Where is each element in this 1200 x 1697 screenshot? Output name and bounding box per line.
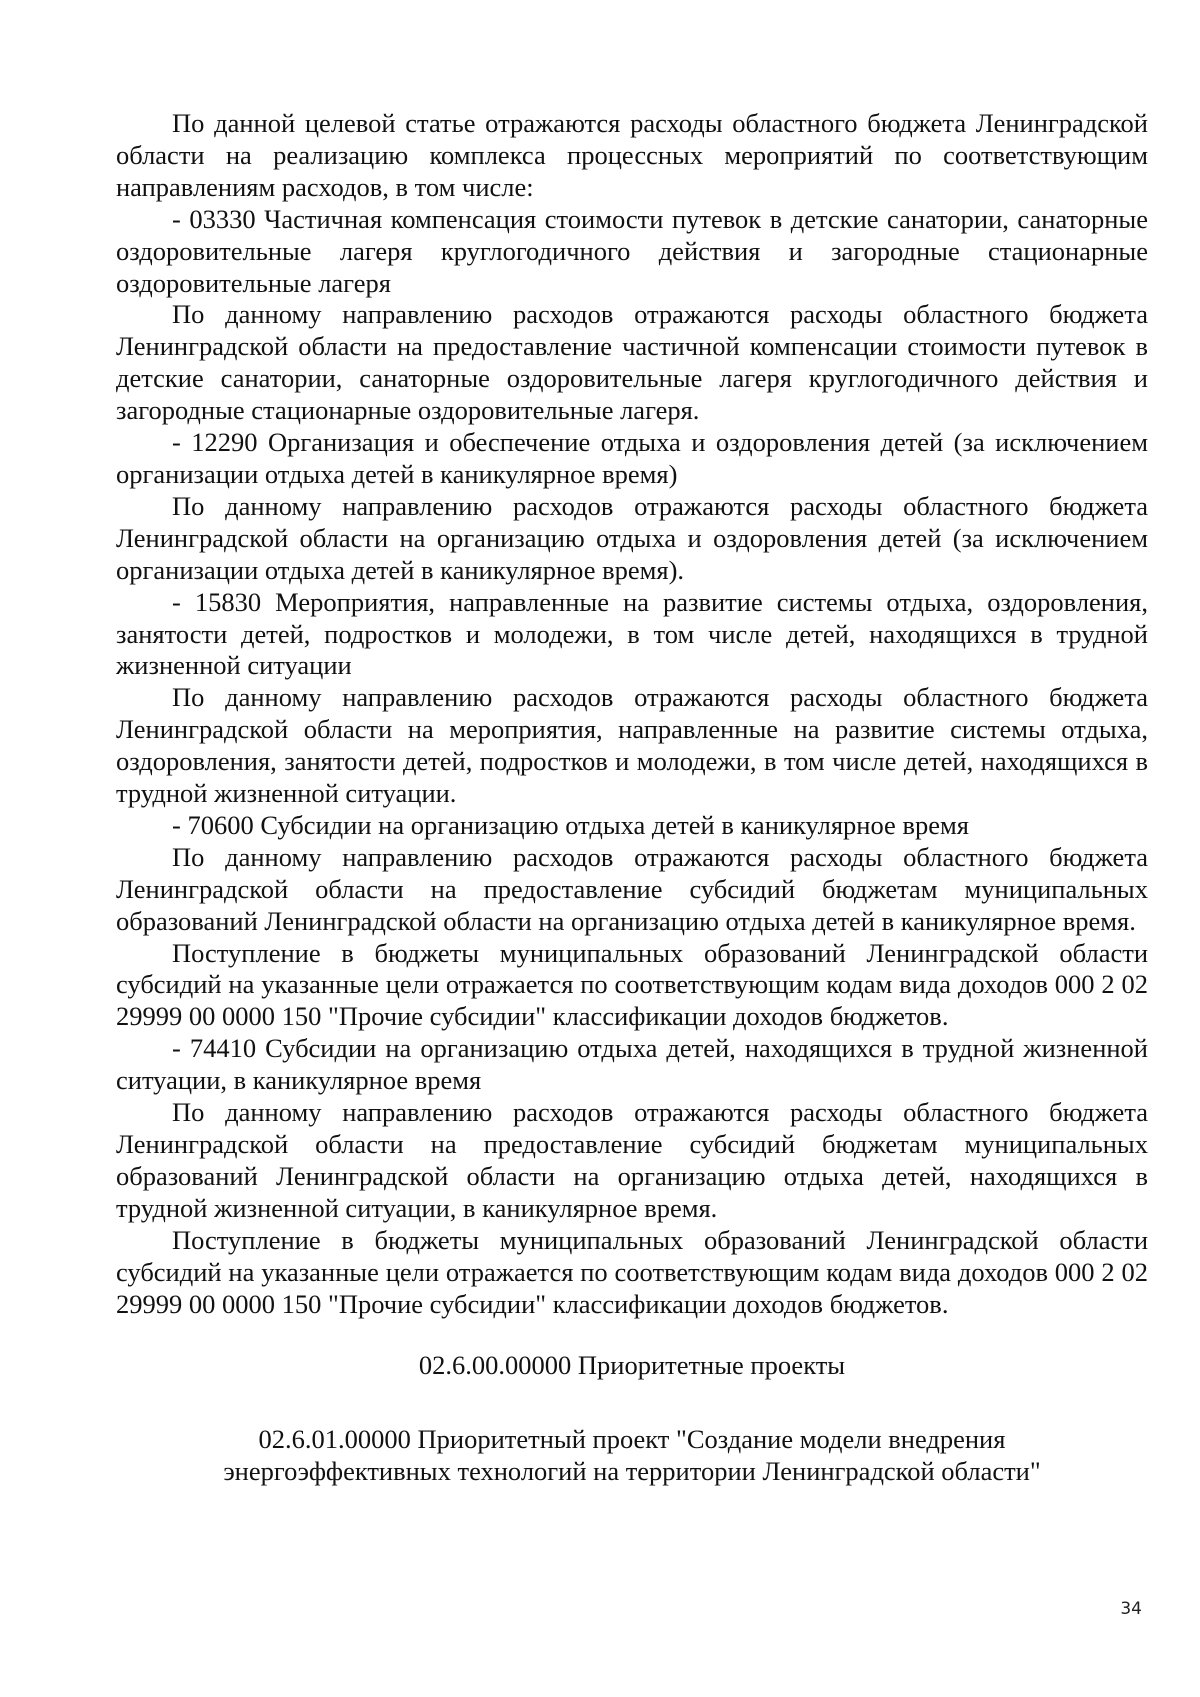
page-number: 34 xyxy=(1120,1599,1142,1619)
expense-item-70600: - 70600 Субсидии на организацию отдыха детей в каникулярное время xyxy=(172,809,969,840)
paragraph: По данному направлению расходов отражаются расходы областного бюджета Ленинградской области на предоставление субсидий бюджетам муниципальных образований Ленинградской области на организацию отдыха детей, находящихся в трудной жизненной ситуации, в каникулярное время. xyxy=(116,1097,1148,1223)
project-heading-line-2: энергоэффективных технологий на территории Ленинградской области" xyxy=(223,1456,1041,1487)
paragraph: Поступление в бюджеты муниципальных образований Ленинградской области субсидий на указанные цели отражается по соответствующим кодам вида доходов 000 2 02 29999 00 0000 150 "Прочие субсидии" классификации доходов бюджетов. xyxy=(116,937,1148,1032)
expense-item-03330: - 03330 Частичная компенсация стоимости путевок в детские санатории, санаторные оздоровительные лагеря круглогодичного действия и загородные стационарные оздоровительные лагеря xyxy=(116,203,1148,298)
paragraph: По данному направлению расходов отражаются расходы областного бюджета Ленинградской области на предоставление частичной компенсации стоимости путевок в детские санатории, санаторные оздоровительные лагеря круглогодичного действия и загородные стационарные оздоровительные лагеря. xyxy=(116,299,1148,426)
expense-item-12290: - 12290 Организация и обеспечение отдыха и оздоровления детей (за исключением организации отдыха детей в каникулярное время) xyxy=(116,427,1148,489)
section-heading-priority-projects: 02.6.00.00000 Приоритетные проекты xyxy=(418,1350,846,1381)
paragraph: Поступление в бюджеты муниципальных образований Ленинградской области субсидий на указанные цели отражается по соответствующим кодам вида доходов 000 2 02 29999 00 0000 150 "Прочие субсидии" классификации доходов бюджетов. xyxy=(116,1224,1148,1319)
document-page xyxy=(116,108,1148,1488)
paragraph: По данному направлению расходов отражаются расходы областного бюджета Ленинградской области на организацию отдыха и оздоровления детей (за исключением организации отдыха детей в каникулярное время). xyxy=(116,490,1148,585)
expense-item-74410: - 74410 Субсидии на организацию отдыха детей, находящихся в трудной жизненной ситуации, в каникулярное время xyxy=(116,1033,1148,1096)
paragraph: По данной целевой статье отражаются расходы областного бюджета Ленинградской области на реализацию комплекса процессных мероприятий по соответствующим направлениям расходов, в том числе: xyxy=(116,108,1148,202)
paragraph: По данному направлению расходов отражаются расходы областного бюджета Ленинградской области на мероприятия, направленные на развитие системы отдыха, оздоровления, занятости детей, подростков и молодежи, в том числе детей, находящихся в трудной жизненной ситуации. xyxy=(116,682,1148,809)
project-heading xyxy=(116,1424,1148,1488)
paragraph: По данному направлению расходов отражаются расходы областного бюджета Ленинградской области на предоставление субсидий бюджетам муниципальных образований Ленинградской области на организацию отдыха детей в каникулярное время. xyxy=(116,841,1148,936)
project-heading-line-1: 02.6.01.00000 Приоритетный проект "Создание модели внедрения xyxy=(258,1424,1006,1455)
expense-item-15830: - 15830 Мероприятия, направленные на развитие системы отдыха, оздоровления, занятости детей, подростков и молодежи, в том числе детей, находящихся в трудной жизненной ситуации xyxy=(116,586,1148,681)
